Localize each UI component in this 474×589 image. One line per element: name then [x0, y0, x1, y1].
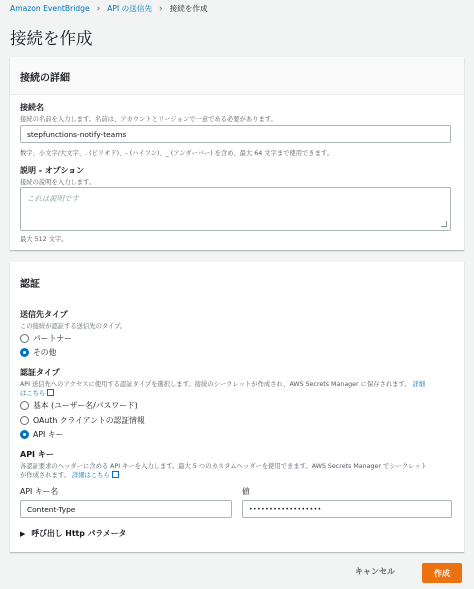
authorization-panel: [10, 262, 464, 552]
radio-unchecked-icon: [20, 334, 29, 343]
destination-type-label: 送信先タイプ: [20, 310, 68, 319]
radio-unchecked-icon: [20, 416, 29, 425]
radio-checked-icon: [20, 348, 29, 357]
breadcrumb-eventbridge[interactable]: Amazon EventBridge: [10, 4, 90, 13]
api-key-label: API キー: [20, 450, 54, 459]
external-link-icon: [47, 389, 54, 396]
api-key-description-line2: [20, 470, 119, 479]
auth-type-description-line2: [20, 388, 54, 397]
radio-api-key-label: API キー: [33, 430, 64, 439]
auth-type-label: 認証タイプ: [20, 368, 60, 377]
radio-partner-label: パートナー: [33, 334, 72, 343]
connection-details-panel: [10, 57, 464, 250]
connection-name-label: 接続名: [20, 103, 44, 112]
chevron-right-icon: ›: [159, 3, 163, 14]
radio-partner[interactable]: [20, 333, 72, 344]
api-key-name-input[interactable]: [20, 500, 232, 518]
description-hint: 最大 512 文字。: [20, 236, 68, 243]
radio-unchecked-icon: [20, 401, 29, 410]
radio-checked-icon: [20, 430, 29, 439]
api-key-description-text: が作成されます。: [20, 472, 70, 479]
chevron-right-icon: ›: [96, 3, 101, 14]
radio-api-key[interactable]: [20, 429, 63, 440]
radio-other-label: その他: [33, 348, 57, 357]
radio-basic[interactable]: [20, 400, 138, 411]
create-button[interactable]: 作成: [422, 563, 462, 583]
learn-more-link[interactable]: 詳細: [412, 381, 426, 388]
radio-other[interactable]: [20, 347, 56, 358]
api-key-name-label: API キー名: [20, 487, 59, 496]
page-title: 接続を作成: [10, 29, 93, 48]
http-params-toggle[interactable]: [20, 528, 126, 539]
api-key-description: 各認証要求のヘッダーに含める API キーを入力します。最大 5 つのカスタムヘッダーを使用できます。AWS Secrets Manager でシークレット: [20, 463, 427, 470]
learn-more-link-cont[interactable]: はこちら: [20, 390, 46, 397]
breadcrumb-api-destinations[interactable]: API の送信先: [107, 4, 153, 13]
connection-name-input[interactable]: [20, 125, 451, 143]
breadcrumb: [10, 3, 208, 14]
api-key-value-input[interactable]: [242, 500, 452, 518]
radio-basic-label: 基本 (ユーザー名/パスワード): [33, 401, 138, 410]
auth-type-description: [20, 379, 425, 388]
description-placeholder: これは説明です: [27, 194, 79, 203]
api-key-value-label: 値: [242, 487, 250, 496]
api-key-name-value: Content-Type: [27, 504, 76, 514]
connection-name-value: stepfunctions-notify-teams: [27, 129, 127, 139]
description-textarea[interactable]: [20, 187, 451, 231]
connection-details-heading: 接続の詳細: [10, 57, 464, 95]
connection-name-description: 接続の名前を入力します。名前は、アカウントとリージョンで一意である必要があります。: [20, 116, 277, 123]
http-params-label: 呼び出し Http パラメータ: [31, 529, 127, 538]
radio-oauth-label: OAuth クライアントの認証情報: [33, 416, 145, 425]
cancel-button[interactable]: キャンセル: [355, 567, 395, 576]
authorization-heading: 認証: [10, 262, 464, 298]
description-label: 説明 - オプション: [20, 166, 85, 175]
api-key-value-masked: ••••••••••••••••••: [249, 505, 322, 513]
connection-name-hint: 数字、小文字/大文字、. (ピリオド)、- (ハイフン)、_ (アンダーバー) を含め、最大 64 文字まで使用できます。: [20, 150, 333, 157]
resize-handle-icon[interactable]: [441, 221, 447, 227]
api-key-learn-more-link[interactable]: 詳細はこちら: [71, 472, 110, 479]
auth-type-description-text: API 送信先へのアクセスに使用する認証タイプを選択します。接続のシークレットが作成され、AWS Secrets Manager に保存されます。: [20, 381, 411, 388]
caret-right-icon: ▶: [20, 529, 26, 538]
breadcrumb-current: 接続を作成: [169, 4, 208, 13]
external-link-icon: [112, 471, 119, 478]
radio-oauth[interactable]: [20, 415, 145, 426]
destination-type-description: この接続が認証する送信先のタイプ。: [20, 323, 127, 330]
description-description: 接続の説明を入力します。: [20, 179, 96, 186]
